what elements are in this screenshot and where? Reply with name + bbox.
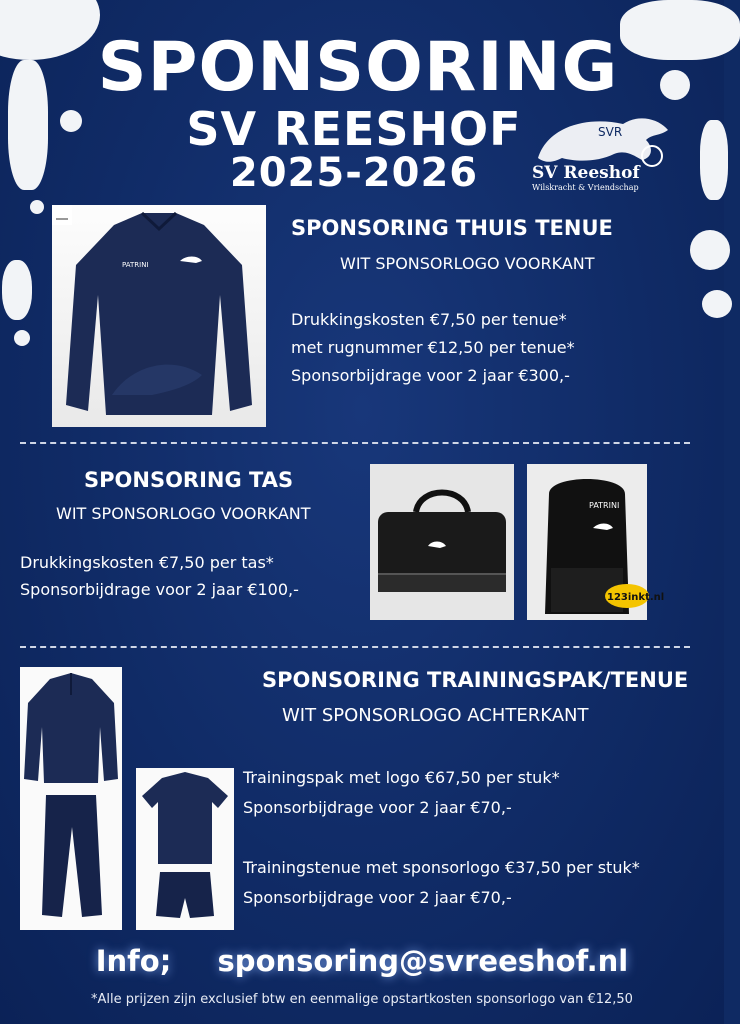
paint-splatter: [30, 200, 44, 214]
training-price-line: Sponsorbijdrage voor 2 jaar €70,-: [243, 798, 512, 817]
home-kit-price-line: met rugnummer €12,50 per tenue*: [291, 338, 575, 357]
contact-info: [0, 944, 724, 978]
home-kit-photo: [52, 205, 266, 427]
club-name: SV REESHOF: [186, 102, 522, 156]
club-logo: [528, 96, 678, 192]
logo-name: SV Reeshof: [532, 163, 640, 183]
backpack-icon: [527, 464, 665, 620]
info-label: Info;: [95, 944, 172, 978]
email-link[interactable]: sponsoring@svreeshof.nl: [217, 944, 629, 978]
duffel-bag-icon: [370, 464, 514, 620]
training-price-line: Trainingstenue met sponsorlogo €37,50 per stuk*: [243, 858, 640, 877]
sports-bag-photo: [370, 464, 514, 620]
divider: [20, 442, 690, 444]
home-kit-subtitle: WIT SPONSORLOGO VOORKANT: [340, 254, 595, 273]
backpack-brand: PATRINI: [589, 501, 620, 510]
panther-logo-icon: [528, 96, 678, 192]
home-kit-price-line: Sponsorbijdrage voor 2 jaar €300,-: [291, 366, 570, 385]
training-price-line: Trainingspak met logo €67,50 per stuk*: [243, 768, 560, 787]
training-kit-photo: [136, 768, 234, 930]
training-title: SPONSORING TRAININGSPAK/TENUE: [262, 668, 689, 692]
paint-splatter: [690, 230, 730, 270]
training-kit-icon: [136, 768, 234, 930]
brand-label: PATRINI: [122, 261, 149, 269]
jersey-icon: [52, 205, 266, 427]
bag-price-line: Sponsorbijdrage voor 2 jaar €100,-: [20, 580, 299, 599]
tracksuit-icon: [20, 667, 122, 930]
paint-splatter: [2, 260, 32, 320]
paint-splatter: [14, 330, 30, 346]
backpack-photo: [527, 464, 665, 620]
home-kit-price-line: Drukkingskosten €7,50 per tenue*: [291, 310, 567, 329]
sponsor-badge: 123inkt.nl: [607, 592, 665, 603]
bag-price-line: Drukkingskosten €7,50 per tas*: [20, 553, 274, 572]
bag-title: SPONSORING TAS: [84, 468, 294, 492]
logo-initials: SVR: [598, 125, 623, 139]
footnote: *Alle prijzen zijn exclusief btw en eenmalige opstartkosten sponsorlogo van €12,50: [91, 992, 633, 1007]
tracksuit-photo: [20, 667, 122, 930]
season: 2025-2026: [229, 150, 479, 196]
divider: [20, 646, 690, 648]
logo-tagline: Wilskracht & Vriendschap: [532, 183, 639, 192]
poster-title: SPONSORING: [97, 28, 619, 107]
home-kit-title: SPONSORING THUIS TENUE: [291, 216, 613, 240]
paint-splatter: [702, 290, 732, 318]
bag-subtitle: WIT SPONSORLOGO VOORKANT: [56, 504, 311, 523]
training-subtitle: WIT SPONSORLOGO ACHTERKANT: [282, 705, 589, 726]
training-price-line: Sponsorbijdrage voor 2 jaar €70,-: [243, 888, 512, 907]
